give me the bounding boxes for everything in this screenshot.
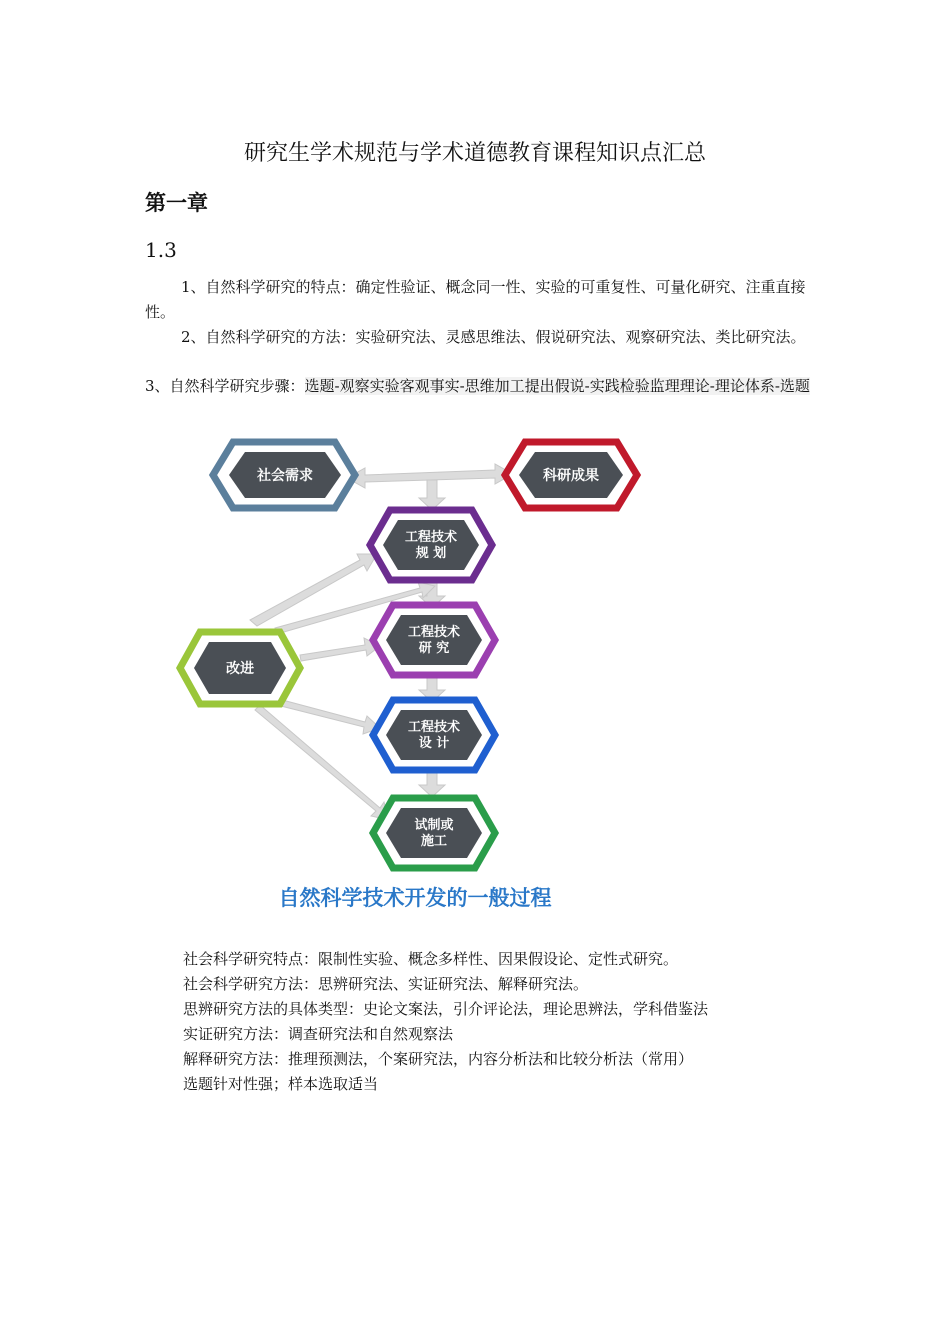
node-design xyxy=(373,700,495,770)
paragraph-2: 2、自然科学研究的方法：实验研究法、灵感思维法、假说研究法、观察研究法、类比研究法。 xyxy=(181,328,806,346)
label-design-2: 设 计 xyxy=(418,736,450,751)
node-research xyxy=(373,605,495,675)
node-social-need xyxy=(213,442,355,508)
paragraph-1: 1、自然科学研究的特点：确定性验证、概念同一性、实验的可重复性、可量化研究、注重直接性。 xyxy=(145,278,806,321)
list-item: 实证研究方法：调查研究法和自然观察法 xyxy=(183,1025,454,1043)
label-trial-2: 施工 xyxy=(420,834,448,849)
label-research-2: 研 究 xyxy=(418,641,450,656)
paragraph-3 xyxy=(145,374,810,399)
diagram-caption: 自然科学技术开发的一般过程 xyxy=(278,886,552,910)
summary-lines xyxy=(183,947,708,1097)
node-planning xyxy=(370,510,492,580)
section-heading: 1.3 xyxy=(145,238,177,262)
paragraph-3-prefix: 3、自然科学研究步骤： xyxy=(145,377,305,395)
label-results: 科研成果 xyxy=(543,468,599,484)
chapter-heading: 第一章 xyxy=(145,190,208,215)
list-item: 社会科学研究特点：限制性实验、概念多样性、因果假设论、定性式研究。 xyxy=(183,950,679,968)
label-planning-2: 规 划 xyxy=(415,546,447,561)
list-item: 思辨研究方法的具体类型：史论文案法，引介评论法，理论思辨法，学科借鉴法 xyxy=(183,1000,709,1018)
label-improve: 改进 xyxy=(226,661,254,677)
list-item: 选题针对性强；样本选取适当 xyxy=(183,1075,379,1093)
list-item: 解释研究方法：推理预测法，个案研究法，内容分析法和比较分析法（常用） xyxy=(183,1050,694,1068)
label-planning-1: 工程技术 xyxy=(404,530,458,545)
label-research-1: 工程技术 xyxy=(407,625,461,640)
node-improve xyxy=(180,632,300,704)
page-title: 研究生学术规范与学术道德教育课程知识点汇总 xyxy=(243,141,706,166)
label-design-1: 工程技术 xyxy=(407,720,461,735)
label-trial-1: 试制或 xyxy=(414,818,454,833)
label-social-need: 社会需求 xyxy=(257,468,313,484)
node-results xyxy=(505,442,637,508)
list-item: 社会科学研究方法：思辨研究法、实证研究法、解释研究法。 xyxy=(183,975,589,993)
process-diagram xyxy=(165,430,645,920)
paragraph-3-steps: 选题-观察实验客观事实-思维加工提出假说-实践检验监理理论-理论体系-选题 xyxy=(304,377,810,395)
node-trial xyxy=(373,798,495,868)
